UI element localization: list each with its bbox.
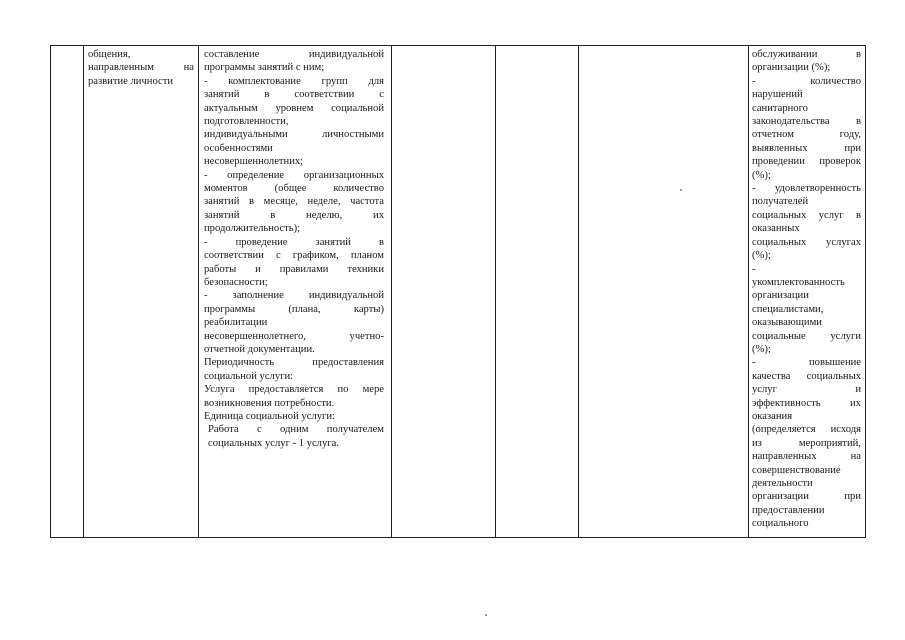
text-line: оказанных <box>752 223 800 235</box>
text-line: моментов (общее количество <box>204 183 384 195</box>
text-line: - определение организационных <box>204 169 384 181</box>
text-line: подготовленности, <box>204 116 289 128</box>
text-line: специалистами, <box>752 303 824 315</box>
text-line: деятельности <box>752 478 813 489</box>
text-line: - количество <box>752 75 861 87</box>
column-divider <box>391 46 392 537</box>
text-line: несовершеннолетнего, учетно- <box>204 330 384 342</box>
text-line: проведении проверок <box>752 156 861 168</box>
text-line: актуальным уровнем социальной <box>204 102 384 114</box>
text-line: (%); <box>752 343 771 355</box>
scan-speck <box>680 189 682 191</box>
scan-speck <box>485 614 487 616</box>
text-line: социальных услугах <box>752 236 861 248</box>
text-line: оказания <box>752 410 793 422</box>
text-line: занятий в месяце, неделе, частота <box>204 196 384 208</box>
text-line: эффективность их <box>752 397 861 409</box>
text-line: особенностями <box>204 142 273 154</box>
text-line: организации <box>752 290 809 302</box>
text-line: Работа с одним получателем <box>208 424 384 436</box>
column-divider <box>748 46 749 537</box>
text-line: нарушений <box>752 89 803 101</box>
text-line: - удовлетворенность <box>752 183 861 195</box>
text-line: - повышение <box>752 357 861 369</box>
text-line: работы и правилами техники <box>204 263 384 275</box>
text-line: законодательства в <box>752 116 861 128</box>
text-line: обслуживании в <box>752 49 861 60</box>
text-line: (%); <box>752 250 771 262</box>
text-line: социальной услуги: <box>204 370 294 382</box>
cell-service-description <box>204 48 384 450</box>
text-line: безопасности; <box>204 276 268 288</box>
text-line: (определяется исходя <box>752 424 861 436</box>
column-divider <box>578 46 579 537</box>
text-line: направленных на <box>752 451 861 463</box>
cell-service-name <box>88 48 194 88</box>
text-line: укомплектованность <box>752 276 845 288</box>
text-line: отчетной документации. <box>204 343 315 355</box>
text-line: санитарного <box>752 102 808 114</box>
text-line: программы (плана, карты) <box>204 303 384 315</box>
column-divider <box>198 46 199 537</box>
text-line: Единица социальной услуги: <box>204 410 335 422</box>
column-divider <box>83 46 84 537</box>
text-line: социальных услуг - 1 услуга. <box>208 437 339 449</box>
text-line: - заполнение индивидуальной <box>204 290 384 302</box>
text-line: предоставлении <box>752 504 825 516</box>
text-line: качества социальных <box>752 370 861 382</box>
text-line: направленным на <box>88 62 194 74</box>
text-line: отчетном году, <box>752 129 861 141</box>
text-line: развитие личности <box>88 75 174 87</box>
text-line: индивидуальными личностными <box>204 129 384 141</box>
text-line: оказывающими <box>752 317 822 329</box>
text-line: социальных услуг в <box>752 209 861 221</box>
text-line: программы занятий с ним; <box>204 62 325 74</box>
text-line: услуг и <box>752 384 861 396</box>
text-line: выявленных при <box>752 142 861 154</box>
text-line: получателей <box>752 196 809 208</box>
text-line: - проведение занятий в <box>204 236 384 248</box>
text-line: занятий в соответствии с <box>204 89 384 101</box>
text-line: несовершеннолетних; <box>204 156 304 168</box>
column-divider <box>495 46 496 537</box>
cell-quality-indicators <box>752 48 861 531</box>
text-line: общения, <box>88 49 131 60</box>
services-table <box>50 45 866 538</box>
text-line: - комплектование групп для <box>204 75 384 87</box>
text-line: - <box>752 263 756 275</box>
text-line: совершенствование <box>752 464 841 476</box>
text-line: организации при <box>752 491 861 503</box>
text-line: социального <box>752 518 809 530</box>
text-line: возникновения потребности. <box>204 397 335 409</box>
text-line: Услуга предоставляется по мере <box>204 384 384 396</box>
text-line: (%); <box>752 169 771 181</box>
text-line: соответствии с графиком, планом <box>204 250 384 262</box>
text-line: составление индивидуальной <box>204 49 384 60</box>
text-line: социальные услуги <box>752 330 861 342</box>
text-line: из мероприятий, <box>752 437 861 449</box>
text-line: продолжительность); <box>204 223 301 235</box>
text-line: Периодичность предоставления <box>204 357 384 369</box>
text-line: организации (%); <box>752 62 831 74</box>
text-line: реабилитации <box>204 317 268 329</box>
text-line: занятий в неделю, их <box>204 209 384 221</box>
